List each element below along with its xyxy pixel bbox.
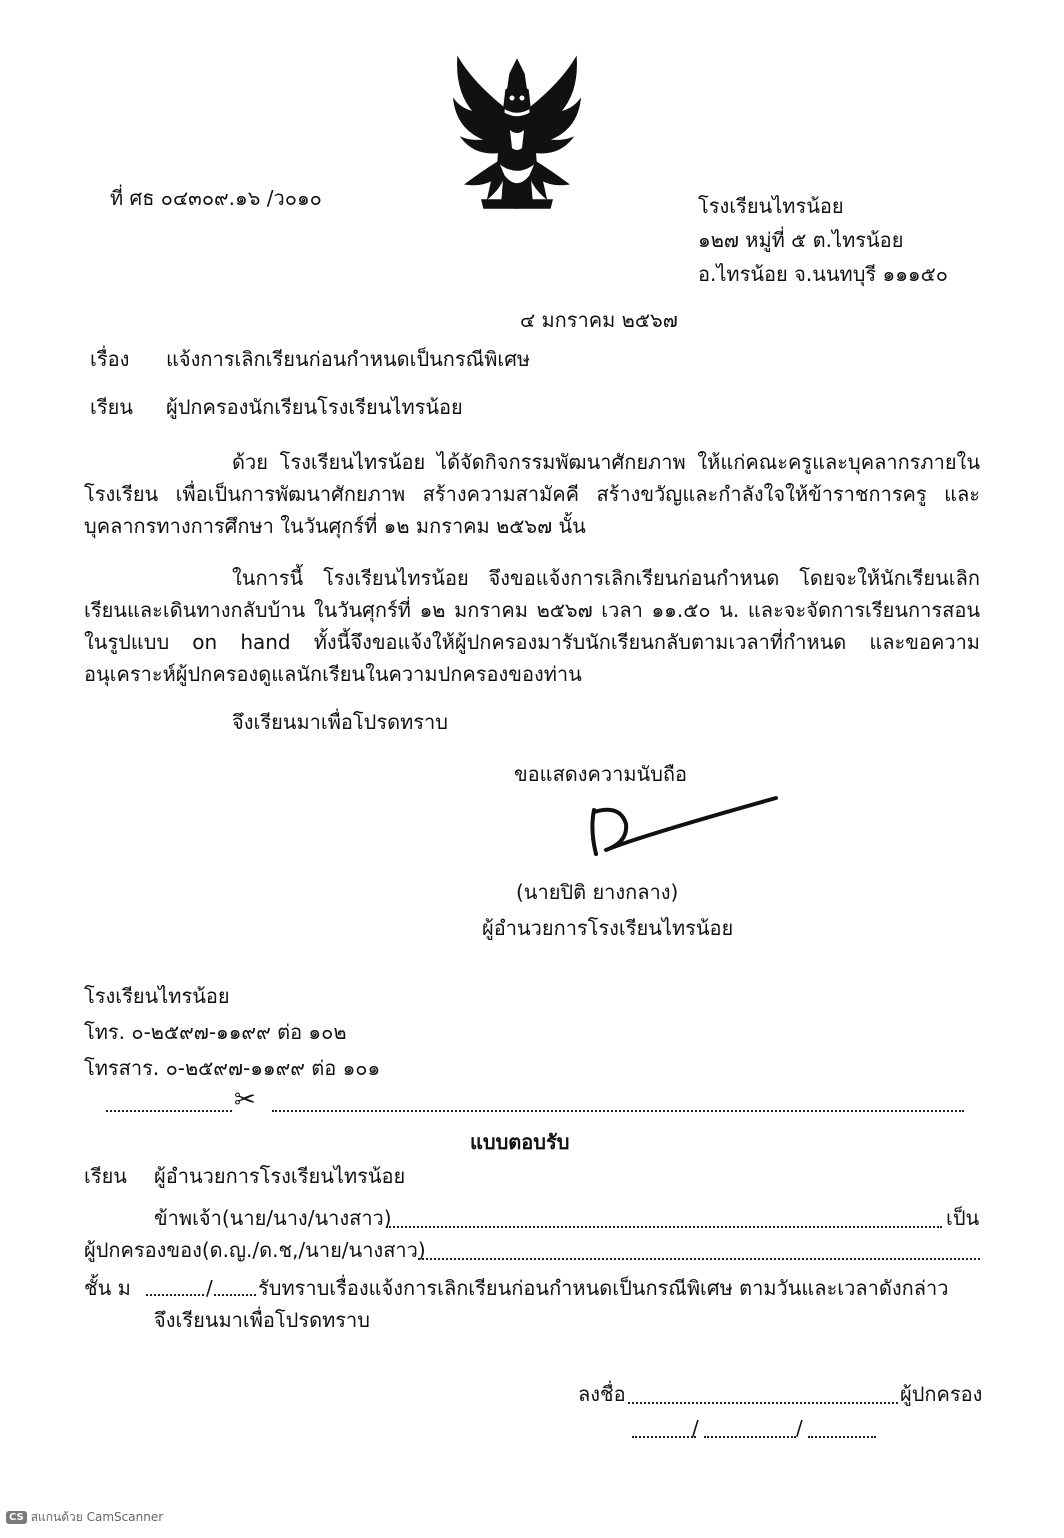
student-name-field[interactable]: [418, 1258, 980, 1260]
reply-form-line1-label: ข้าพเจ้า(นาย/นาง/นางสาว): [154, 1206, 392, 1230]
scissors-icon: ✂: [234, 1085, 256, 1115]
subject-text: แจ้งการเลิกเรียนก่อนกำหนดเป็นกรณีพิเศษ: [166, 347, 531, 371]
reply-form-to-label: เรียน: [84, 1164, 127, 1188]
sender-address-line2: อ.ไทรน้อย จ.นนทบุรี ๑๑๑๕๐: [698, 262, 948, 286]
reply-form-line3-text: รับทราบเรื่องแจ้งการเลิกเรียนก่อนกำหนดเป็นกรณีพิเศษ ตามวันและเวลาดังกล่าว: [258, 1276, 949, 1300]
date-separator-1: /: [692, 1416, 699, 1440]
garuda-emblem-icon: [452, 52, 582, 220]
cut-line-right: [272, 1110, 964, 1112]
document-reference-number: ที่ ศธ ๐๔๓๐๙.๑๖ /ว๐๑๐: [110, 186, 322, 210]
class-room-field[interactable]: [214, 1294, 256, 1296]
sender-school-name: โรงเรียนไทรน้อย: [698, 194, 844, 218]
signer-name: (นายปิติ ยางกลาง): [516, 880, 679, 904]
reply-form-line2-label: ผู้ปกครองของ(ด.ญ./ด.ช,/นาย/นางสาว): [84, 1238, 426, 1262]
letter-date: ๔ มกราคม ๒๕๖๗: [520, 308, 678, 332]
body-closing: จึงเรียนมาเพื่อโปรดทราบ: [232, 710, 448, 734]
camscanner-logo: CS: [6, 1511, 27, 1524]
signer-position: ผู้อำนวยการโรงเรียนไทรน้อย: [482, 916, 734, 940]
recipient-text: ผู้ปกครองนักเรียนโรงเรียนไทรน้อย: [166, 395, 463, 419]
body-paragraph-2: ในการนี้ โรงเรียนไทรน้อย จึงขอแจ้งการเลิกเรียนก่อนกำหนด โดยจะให้นักเรียนเลิกเรียนและเดินทางกลับบ้าน ในวันศุกร์ที่ ๑๒ มกราคม ๒๕๖๗ เวลา ๑๑.๕๐ น. และจะจัดการเรียนการสอนในรูปแบบ on hand ทั้งนี้จึงขอแจ้งให้ผู้ปกครองมารับนักเรียนกลับตามเวลาที่กำหนด และขอความอนุเคราะห์ผู้ปกครองดูแลนักเรียนในความปกครองของท่าน: [84, 566, 980, 686]
body-paragraph-1: ด้วย โรงเรียนไทรน้อย ได้จัดกิจกรรมพัฒนาศักยภาพ ให้แก่คณะครูและบุคลากรภายในโรงเรียน เพื่อเป็นการพัฒนาศักยภาพ สร้างความสามัคคี สร้างขวัญและกำลังใจให้ข้าราชการครู และบุคลากรทางการศึกษา ในวันศุกร์ที่ ๑๒ มกราคม ๒๕๖๗ นั้น: [84, 450, 980, 538]
reply-form-title: แบบตอบรับ: [470, 1130, 570, 1154]
scanner-watermark: [6, 1508, 163, 1527]
reply-form-line1-suffix: เป็น: [946, 1206, 980, 1230]
parent-signature-field[interactable]: [628, 1402, 898, 1404]
date-separator-2: /: [796, 1416, 803, 1440]
scanner-watermark-text: สแกนด้วย CamScanner: [30, 1510, 164, 1524]
sender-address-line1: ๑๒๗ หมู่ที่ ๕ ต.ไทรน้อย: [698, 228, 904, 252]
date-month-field[interactable]: [704, 1436, 796, 1438]
subject-label: เรื่อง: [90, 347, 130, 371]
recipient-label: เรียน: [90, 395, 133, 419]
class-level-field[interactable]: [146, 1294, 204, 1296]
salutation: ขอแสดงความนับถือ: [514, 762, 688, 786]
handwritten-signature: [580, 790, 780, 860]
date-day-field[interactable]: [632, 1436, 696, 1438]
class-separator: /: [206, 1276, 213, 1300]
reply-form-sign-suffix: ผู้ปกครอง: [900, 1382, 983, 1406]
contact-fax: โทรสาร. ๐-๒๕๙๗-๑๑๙๙ ต่อ ๑๐๑: [84, 1056, 381, 1080]
contact-school-name: โรงเรียนไทรน้อย: [84, 984, 230, 1008]
reply-form-to-text: ผู้อำนวยการโรงเรียนไทรน้อย: [154, 1164, 406, 1188]
date-year-field[interactable]: [808, 1436, 876, 1438]
parent-name-field[interactable]: [386, 1226, 942, 1228]
reply-form-line4-text: จึงเรียนมาเพื่อโปรดทราบ: [154, 1308, 370, 1332]
reply-form-line3-prefix: ชั้น ม: [84, 1276, 131, 1300]
cut-line-left: [106, 1110, 232, 1112]
reply-form-sign-label: ลงชื่อ: [578, 1382, 626, 1406]
contact-phone: โทร. ๐-๒๕๙๗-๑๑๙๙ ต่อ ๑๐๒: [84, 1020, 347, 1044]
